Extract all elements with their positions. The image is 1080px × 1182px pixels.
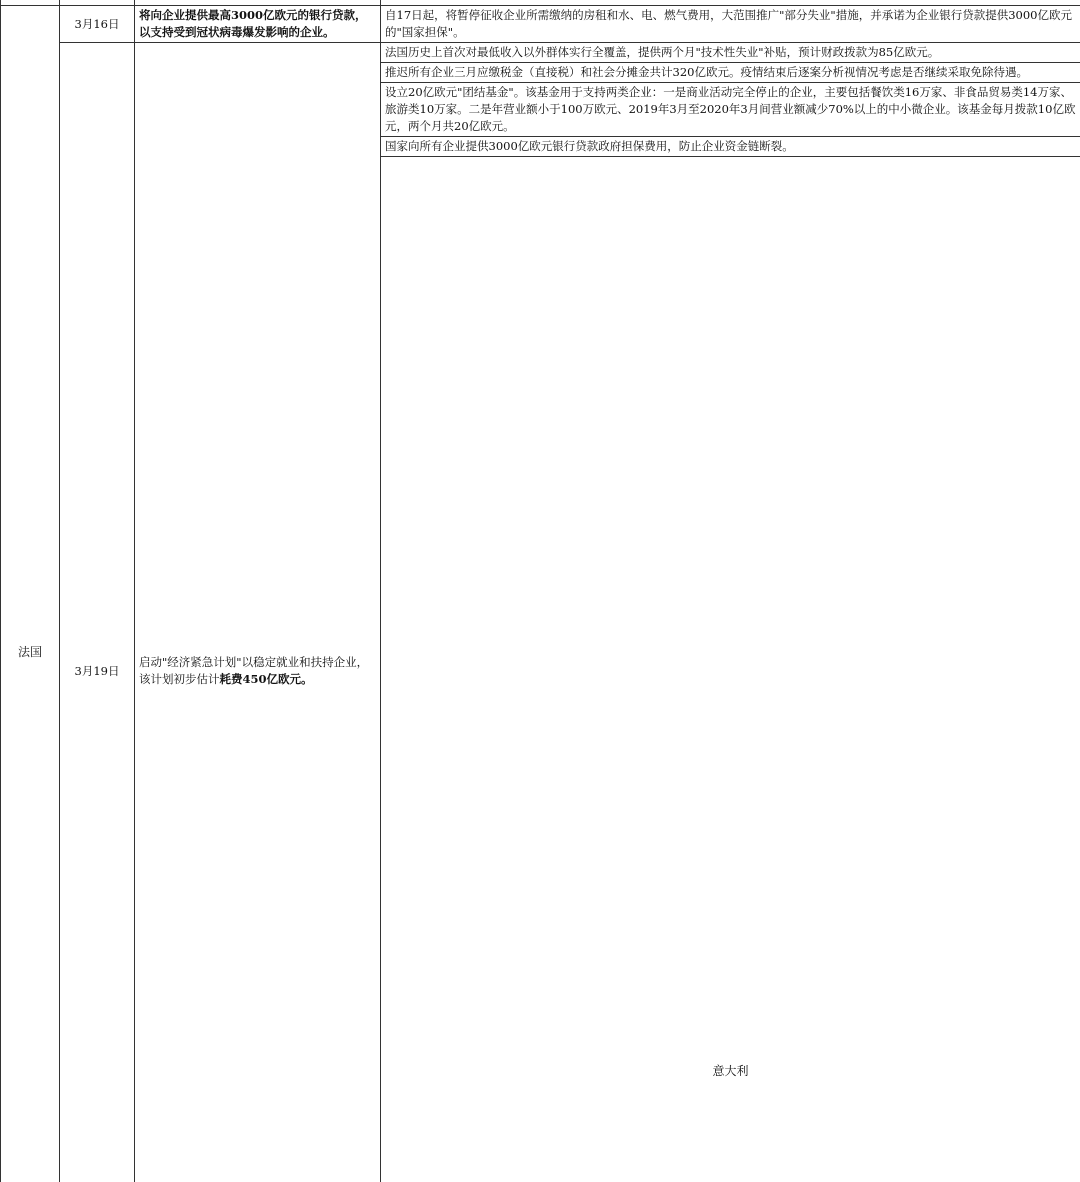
detail-cell: 推迟所有企业三月应缴税金（直接税）和社会分摊金共计320亿欧元。疫情结束后逐案分析视情况考虑是否继续采取免除待遇。 bbox=[381, 63, 1080, 83]
country-cell: 法国 bbox=[1, 6, 60, 1182]
table-row bbox=[1, 6, 1080, 43]
summary-text: 启动"经济紧急计划"以稳定就业和扶持企业，该计划初步估计 bbox=[139, 655, 368, 686]
detail-cell: 国家向所有企业提供3000亿欧元银行贷款政府担保费用，防止企业资金链断裂。 bbox=[381, 137, 1080, 157]
detail-cell: 法国历史上首次对最低收入以外群体实行全覆盖，提供两个月"技术性失业"补贴，预计财政拨款为85亿欧元。 bbox=[381, 43, 1080, 63]
country-cell: 意大利 bbox=[381, 157, 1080, 1182]
summary-cell: 将向企业提供最高3000亿欧元的银行贷款，以支持受到冠状病毒爆发影响的企业。 bbox=[135, 6, 381, 43]
detail-cell: 设立20亿欧元"团结基金"。该基金用于支持两类企业：一是商业活动完全停止的企业，主要包括餐饮类16万家、非食品贸易类14万家、旅游类10万家。二是年营业额小于100万欧元、2019年3月至2020年3月间营业额减少70%以上的中小微企业。该基金每月拨款10亿欧元，两个月共20亿欧元。 bbox=[381, 83, 1080, 137]
date-cell: 3月19日 bbox=[60, 43, 135, 1182]
detail-cell: 自17日起，将暂停征收企业所需缴纳的房租和水、电、燃气费用，大范围推广"部分失业"措施，并承诺为企业银行贷款提供3000亿欧元的"国家担保"。 bbox=[381, 6, 1080, 43]
date-cell: 3月16日 bbox=[60, 6, 135, 43]
summary-cell bbox=[135, 43, 381, 1182]
table-row bbox=[1, 43, 1080, 63]
summary-emphasis: 耗费450亿欧元。 bbox=[220, 672, 313, 686]
